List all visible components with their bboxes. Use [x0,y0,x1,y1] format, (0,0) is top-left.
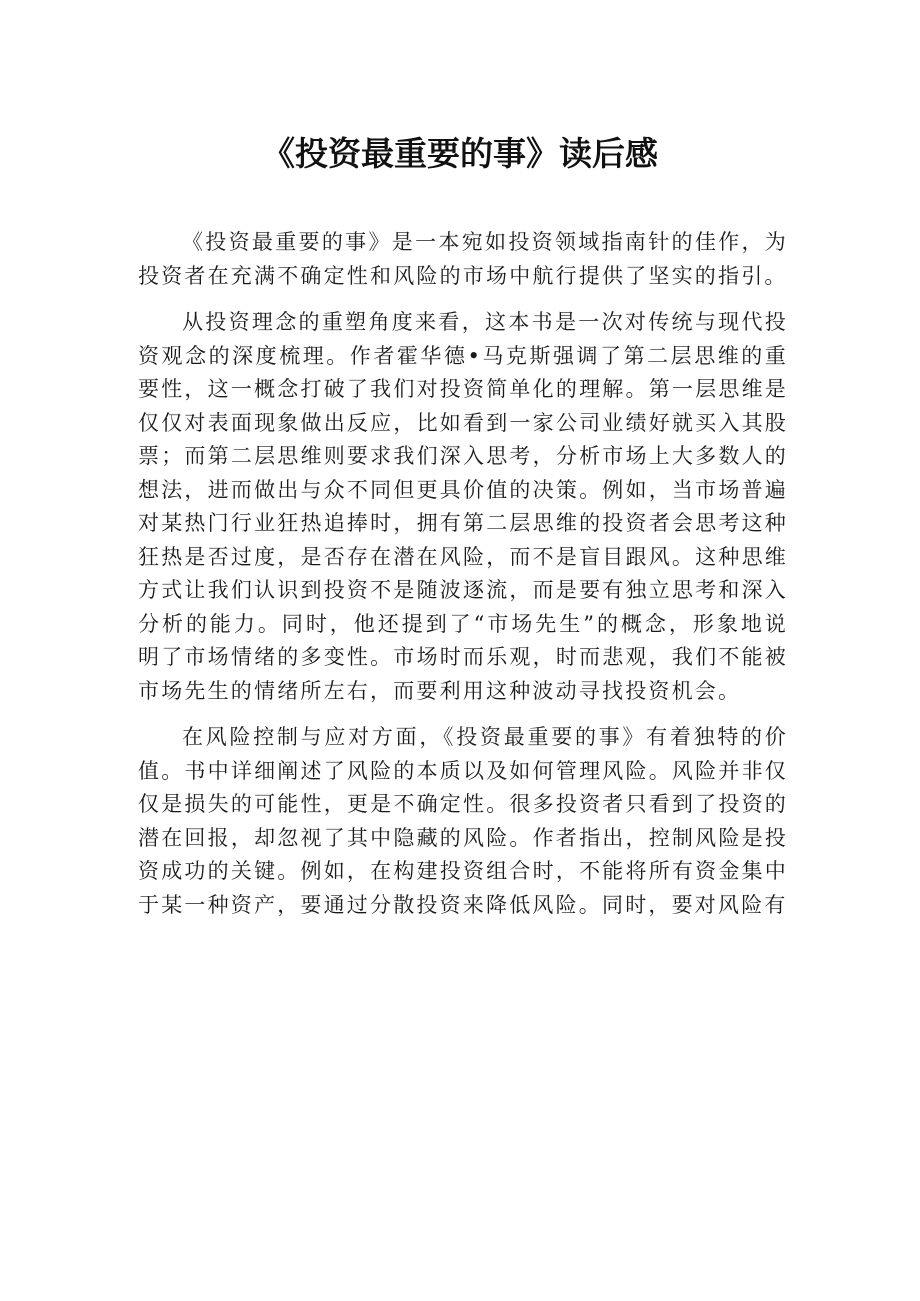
paragraph-investment-philosophy: 从投资理念的重塑角度来看，这本书是一次对传统与现代投资观念的深度梳理。作者霍华德•马克斯强调了第二层思维的重要性，这一概念打破了我们对投资简单化的理解。第一层思维是仅仅对表面现象做出反应，比如看到一家公司业绩好就买入其股票；而第二层思维则要求我们深入思考，分析市场上大多数人的想法，进而做出与众不同但更具价值的决策。例如，当市场普遍对某热门行业狂热追捧时，拥有第二层思维的投资者会思考这种狂热是否过度，是否存在潜在风险，而不是盲目跟风。这种思维方式让我们认识到投资不是随波逐流，而是要有独立思考和深入分析的能力。同时，他还提到了“市场先生”的概念，形象地说明了市场情绪的多变性。市场时而乐观，时而悲观，我们不能被市场先生的情绪所左右，而要利用这种波动寻找投资机会。 [138,310,788,703]
paragraph-risk-control: 在风险控制与应对方面，《投资最重要的事》有着独特的价值。书中详细阐述了风险的本质以及如何管理风险。风险并非仅仅是损失的可能性，更是不确定性。很多投资者只看到了投资的潜在回报，却忽视了其中隐藏的风险。作者指出，控制风险是投资成功的关键。例如，在构建投资组合时，不能将所有资金集中于某一种资产，要通过分散投资来降低风险。同时，要对风险有 [138,725,788,917]
paragraph-intro: 《投资最重要的事》是一本宛如投资领域指南针的佳作，为投资者在充满不确定性和风险的市场中航行提供了坚实的指引。 [138,230,788,288]
document-title: 《投资最重要的事》读后感 [262,134,658,173]
document-body [138,226,788,935]
